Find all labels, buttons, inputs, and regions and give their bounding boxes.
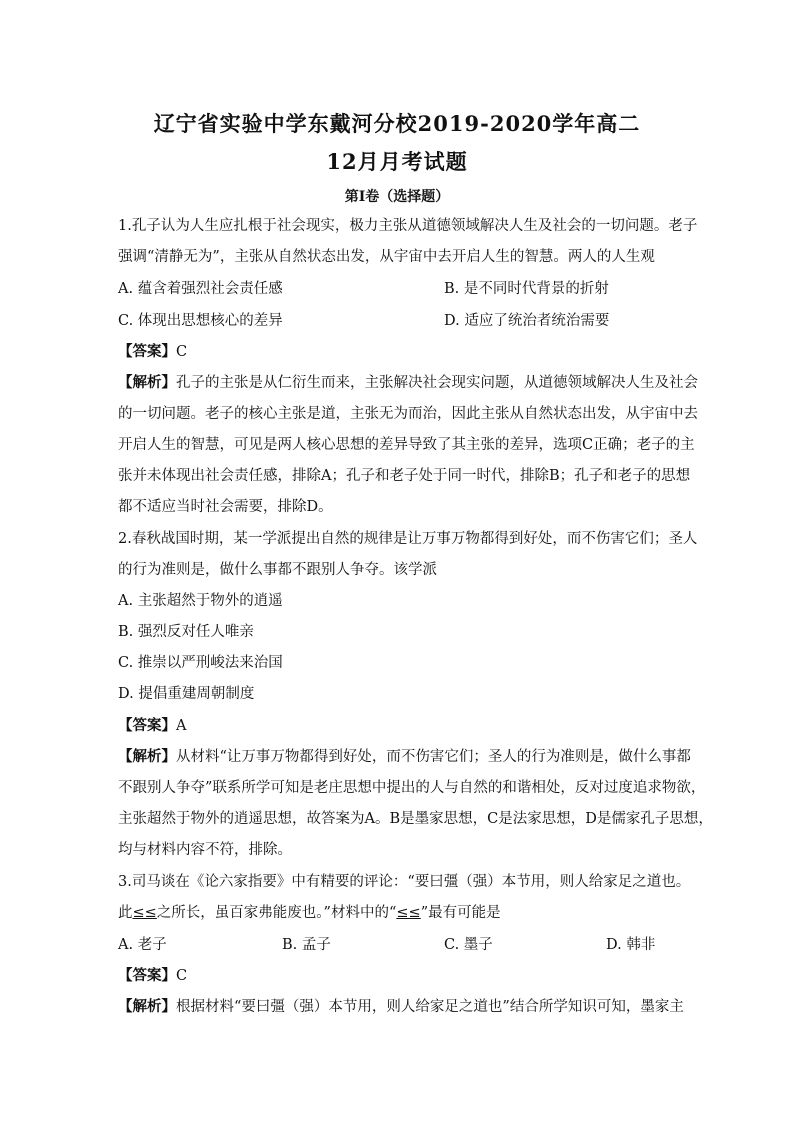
q2-answer-value: A xyxy=(176,718,187,734)
q2-option-a: A. 主张超然于物外的逍遥 xyxy=(118,593,283,609)
q3-option-c: C. 墨子 xyxy=(444,937,493,953)
q3-answer-value: C xyxy=(176,968,188,984)
q2-option-d: D. 提倡重建周朝制度 xyxy=(118,686,255,702)
section-heading: 第Ⅰ卷（选择题） xyxy=(344,189,450,205)
answer-tag: 【答案】 xyxy=(118,967,176,984)
analysis-tag: 【解析】 xyxy=(118,748,176,765)
q1-stem-line1: 1.孔子认为人生应扎根于社会现实，极力主张从道德领域解决人生及社会的一切问题。老子 xyxy=(118,218,698,234)
q3-option-b: B. 孟子 xyxy=(282,937,331,953)
doc-title-line1: 辽宁省实验中学东戴河分校2019-2020学年高二 xyxy=(153,111,641,136)
q2-analysis-line3: 主张超然于物外的逍遥思想，故答案为A。B是墨家思想，C是法家思想，D是儒家孔子思想， xyxy=(118,811,713,827)
analysis-tag: 【解析】 xyxy=(118,374,176,391)
q3-stem2-part-b: 之所长，虽百家弗能废也。”材料中的“ xyxy=(156,905,397,921)
q1-analysis-line5: 都不适应当时社会需要，排除D。 xyxy=(118,499,333,515)
analysis-tag: 【解析】 xyxy=(118,998,176,1015)
q2-stem-line2: 的行为准则是，做什么事都不跟别人争夺。该学派 xyxy=(118,562,437,578)
answer-tag: 【答案】 xyxy=(118,717,176,734)
q3-blank-1: ≤≤ xyxy=(132,905,157,921)
q1-analysis-line2: 的一切问题。老子的核心主张是道，主张无为而治，因此主张从自然状态出发，从宇宙中去 xyxy=(118,406,698,422)
q3-option-d: D. 韩非 xyxy=(606,937,656,953)
q3-stem2-part-c: ”最有可能是 xyxy=(420,905,501,921)
q2-answer xyxy=(118,716,678,736)
q1-stem-line2: 强调“清静无为”，主张从自然状态出发，从宇宙中去开启人生的智慧。两人的人生观 xyxy=(118,249,655,265)
q2-option-b: B. 强烈反对任人唯亲 xyxy=(118,624,254,640)
q1-answer-value: C xyxy=(176,344,188,360)
q3-answer xyxy=(118,966,678,986)
q1-option-d: D. 适应了统治者统治需要 xyxy=(444,313,610,329)
q1-option-c: C. 体现出思想核心的差异 xyxy=(118,313,283,329)
q3-analysis-line1 xyxy=(118,997,684,1017)
q3-stem2-part-a: 此 xyxy=(118,905,133,921)
q3-analysis-text1: 根据材料“要曰彊（强）本节用，则人给家足之道也”结合所学知识可知，墨家主 xyxy=(176,999,684,1015)
answer-tag: 【答案】 xyxy=(118,343,176,360)
q1-analysis-line3: 开启人生的智慧，可见是两人核心思想的差异导致了其主张的差异，选项C正确；老子的主 xyxy=(118,437,695,453)
q3-stem-line2 xyxy=(118,903,678,923)
q2-analysis-line2: 不跟别人争夺”联系所学可知是老庄思想中提出的人与自然的和谐相处，反对过度追求物欲， xyxy=(118,780,706,796)
doc-title-line2: 12月月考试题 xyxy=(326,149,468,174)
q2-analysis-line1 xyxy=(118,747,691,767)
q2-analysis-text1: 从材料“让万事万物都得到好处，而不伤害它们；圣人的行为准则是，做什么事都 xyxy=(176,749,691,765)
q2-option-c: C. 推崇以严刑峻法来治国 xyxy=(118,655,283,671)
q1-option-b: B. 是不同时代背景的折射 xyxy=(444,281,609,297)
q2-stem-line1: 2.春秋战国时期，某一学派提出自然的规律是让万事万物都得到好处，而不伤害它们；圣人 xyxy=(118,531,698,547)
q1-option-a: A. 蕴含着强烈社会责任感 xyxy=(118,281,283,297)
q1-answer xyxy=(118,342,678,362)
q1-analysis-line1 xyxy=(118,373,698,393)
q3-blank-2: ≤≤ xyxy=(396,905,421,921)
q2-analysis-line4: 均与材料内容不符，排除。 xyxy=(118,842,292,858)
q1-analysis-line4: 张并未体现出社会责任感，排除A；孔子和老子处于同一时代，排除B；孔子和老子的思想 xyxy=(118,468,691,484)
q3-option-a: A. 老子 xyxy=(118,937,167,953)
q1-analysis-text1: 孔子的主张是从仁衍生而来，主张解决社会现实问题，从道德领域解决人生及社会 xyxy=(176,375,698,391)
q3-stem-line1: 3.司马谈在《论六家指要》中有精要的评论：“要曰彊（强）本节用，则人给家足之道也。 xyxy=(118,874,691,890)
